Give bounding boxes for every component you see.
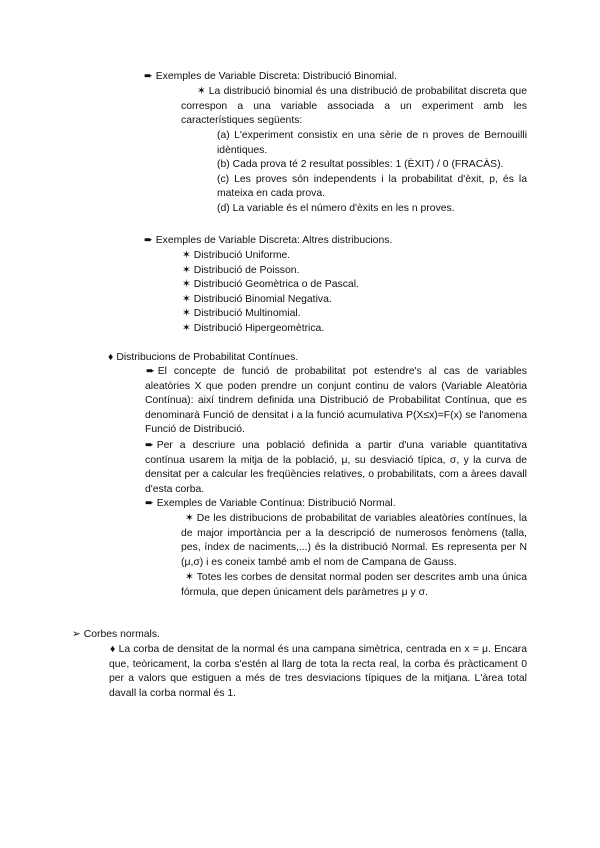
- formula-paragraph: ✶ Totes les corbes de densitat normal poden ser descrites amb una única fórmula, que depen únicament dels paràmetres μ y σ.: [181, 572, 527, 598]
- normal-paragraph: ✶ De les distribucions de probabilitat de variables aleatòries contínues, la de major importància per a la descripció de numerosos fenòmens (talla, pes, índex de naciments,...) és la distribució Normal. Es representa per N (μ,σ) i es coneix també amb el nom de Campana de Gauss.: [181, 513, 527, 568]
- star-bullet-icon: ✶: [182, 322, 191, 334]
- condition-b: (b) Cada prova té 2 resultat possibles: 1 (ÈXIT) / 0 (FRACÀS).: [217, 159, 504, 171]
- star-bullet-icon: ✶: [182, 293, 191, 305]
- star-bullet-icon: ✶: [185, 572, 194, 584]
- star-bullet-icon: ✶: [182, 308, 191, 320]
- star-bullet-icon: ✶: [197, 86, 206, 97]
- diamond-bullet-icon: ♦: [110, 644, 116, 655]
- condition-c: (c) Les proves són independents i la probabilitat d'èxit, p, és la mateixa en cada prova.: [217, 173, 527, 200]
- population-paragraph: ➨ Per a descriure una població definida a partir d'una variable quantitativa contínua usarem la mitja de la població, μ, su desviació típica, σ, y la curva de densitat per a calcular les freqüències relatives, o probabilitats, com a àrees davall d'esta corba.: [145, 439, 527, 495]
- list-item: ✶ Distribució Geomètrica o de Pascal.: [182, 279, 359, 291]
- list-item: ✶ Distribució de Poisson.: [182, 264, 300, 276]
- other-distributions-heading: ➨ Exemples de Variable Discreta: Altres distribucions.: [144, 235, 393, 246]
- arrow-bullet-icon: ➨: [144, 235, 153, 246]
- list-item: ✶ Distribució Uniforme.: [182, 250, 291, 261]
- condition-a: (a) L'experiment consistix en una sèrie de n proves de Bernouilli idèntiques.: [217, 130, 527, 156]
- star-bullet-icon: ✶: [182, 264, 191, 276]
- arrow-bullet-icon: ➨: [145, 498, 154, 510]
- binomial-conditions: [217, 129, 527, 217]
- normal-subheading: ➨ Exemples de Variable Contínua: Distribució Normal.: [145, 498, 396, 510]
- binomial-intro: ✶ La distribució binomial és una distribució de probabilitat discreta que correspon a una variable associada a un experiment amb les característiques següents:: [181, 86, 527, 127]
- arrowhead-bullet-icon: ➢: [72, 629, 81, 640]
- star-bullet-icon: ✶: [182, 250, 191, 261]
- normal-curves-heading: ➢ Corbes normals.: [72, 629, 160, 640]
- list-item: ✶ Distribució Hipergeomètrica.: [182, 322, 325, 334]
- binomial-heading: ➨ Exemples de Variable Discreta: Distribució Binomial.: [144, 71, 397, 82]
- arrow-bullet-icon: ➨: [145, 439, 154, 451]
- arrow-bullet-icon: ➨: [146, 366, 155, 377]
- continuous-heading: ♦ Distribucions de Probabilitat Contínues.: [108, 352, 299, 363]
- star-bullet-icon: ✶: [185, 513, 194, 524]
- other-distributions-list: [182, 249, 482, 337]
- continuous-body: [145, 365, 527, 512]
- list-item: ✶ Distribució Multinomial.: [182, 308, 301, 320]
- diamond-bullet-icon: ♦: [108, 352, 114, 363]
- condition-d: (d) La variable és el número d'èxits en les n proves.: [217, 202, 455, 214]
- density-paragraph: ➨ El concepte de funció de probabilitat pot estendre's al cas de variables aleatòries X que poden prendre un conjunt continu de valors (Variable Aleatòria Contínua): així tindrem definida una Distribució de Probabilitat Contínua, que es denominarà Funció de densitat i a la funció acumulativa P(X≤x)=F(x) se l'anomena Funció de Distribució.: [145, 366, 527, 436]
- star-bullet-icon: ✶: [182, 279, 191, 291]
- normal-distribution-body: [181, 512, 527, 601]
- list-item: ✶ Distribució Binomial Negativa.: [182, 293, 332, 305]
- arrow-bullet-icon: ➨: [144, 71, 153, 82]
- normal-curves-paragraph: ♦ La corba de densitat de la normal és una campana simètrica, centrada en x = μ. Encara que, teòricament, la corba s'estén al llarg de tota la recta real, la corba és pràcticament 0 per a valors que estiguen a més de tres desviacions típiques de la mitjana. L'àrea total davall la corba normal és 1.: [109, 644, 527, 699]
